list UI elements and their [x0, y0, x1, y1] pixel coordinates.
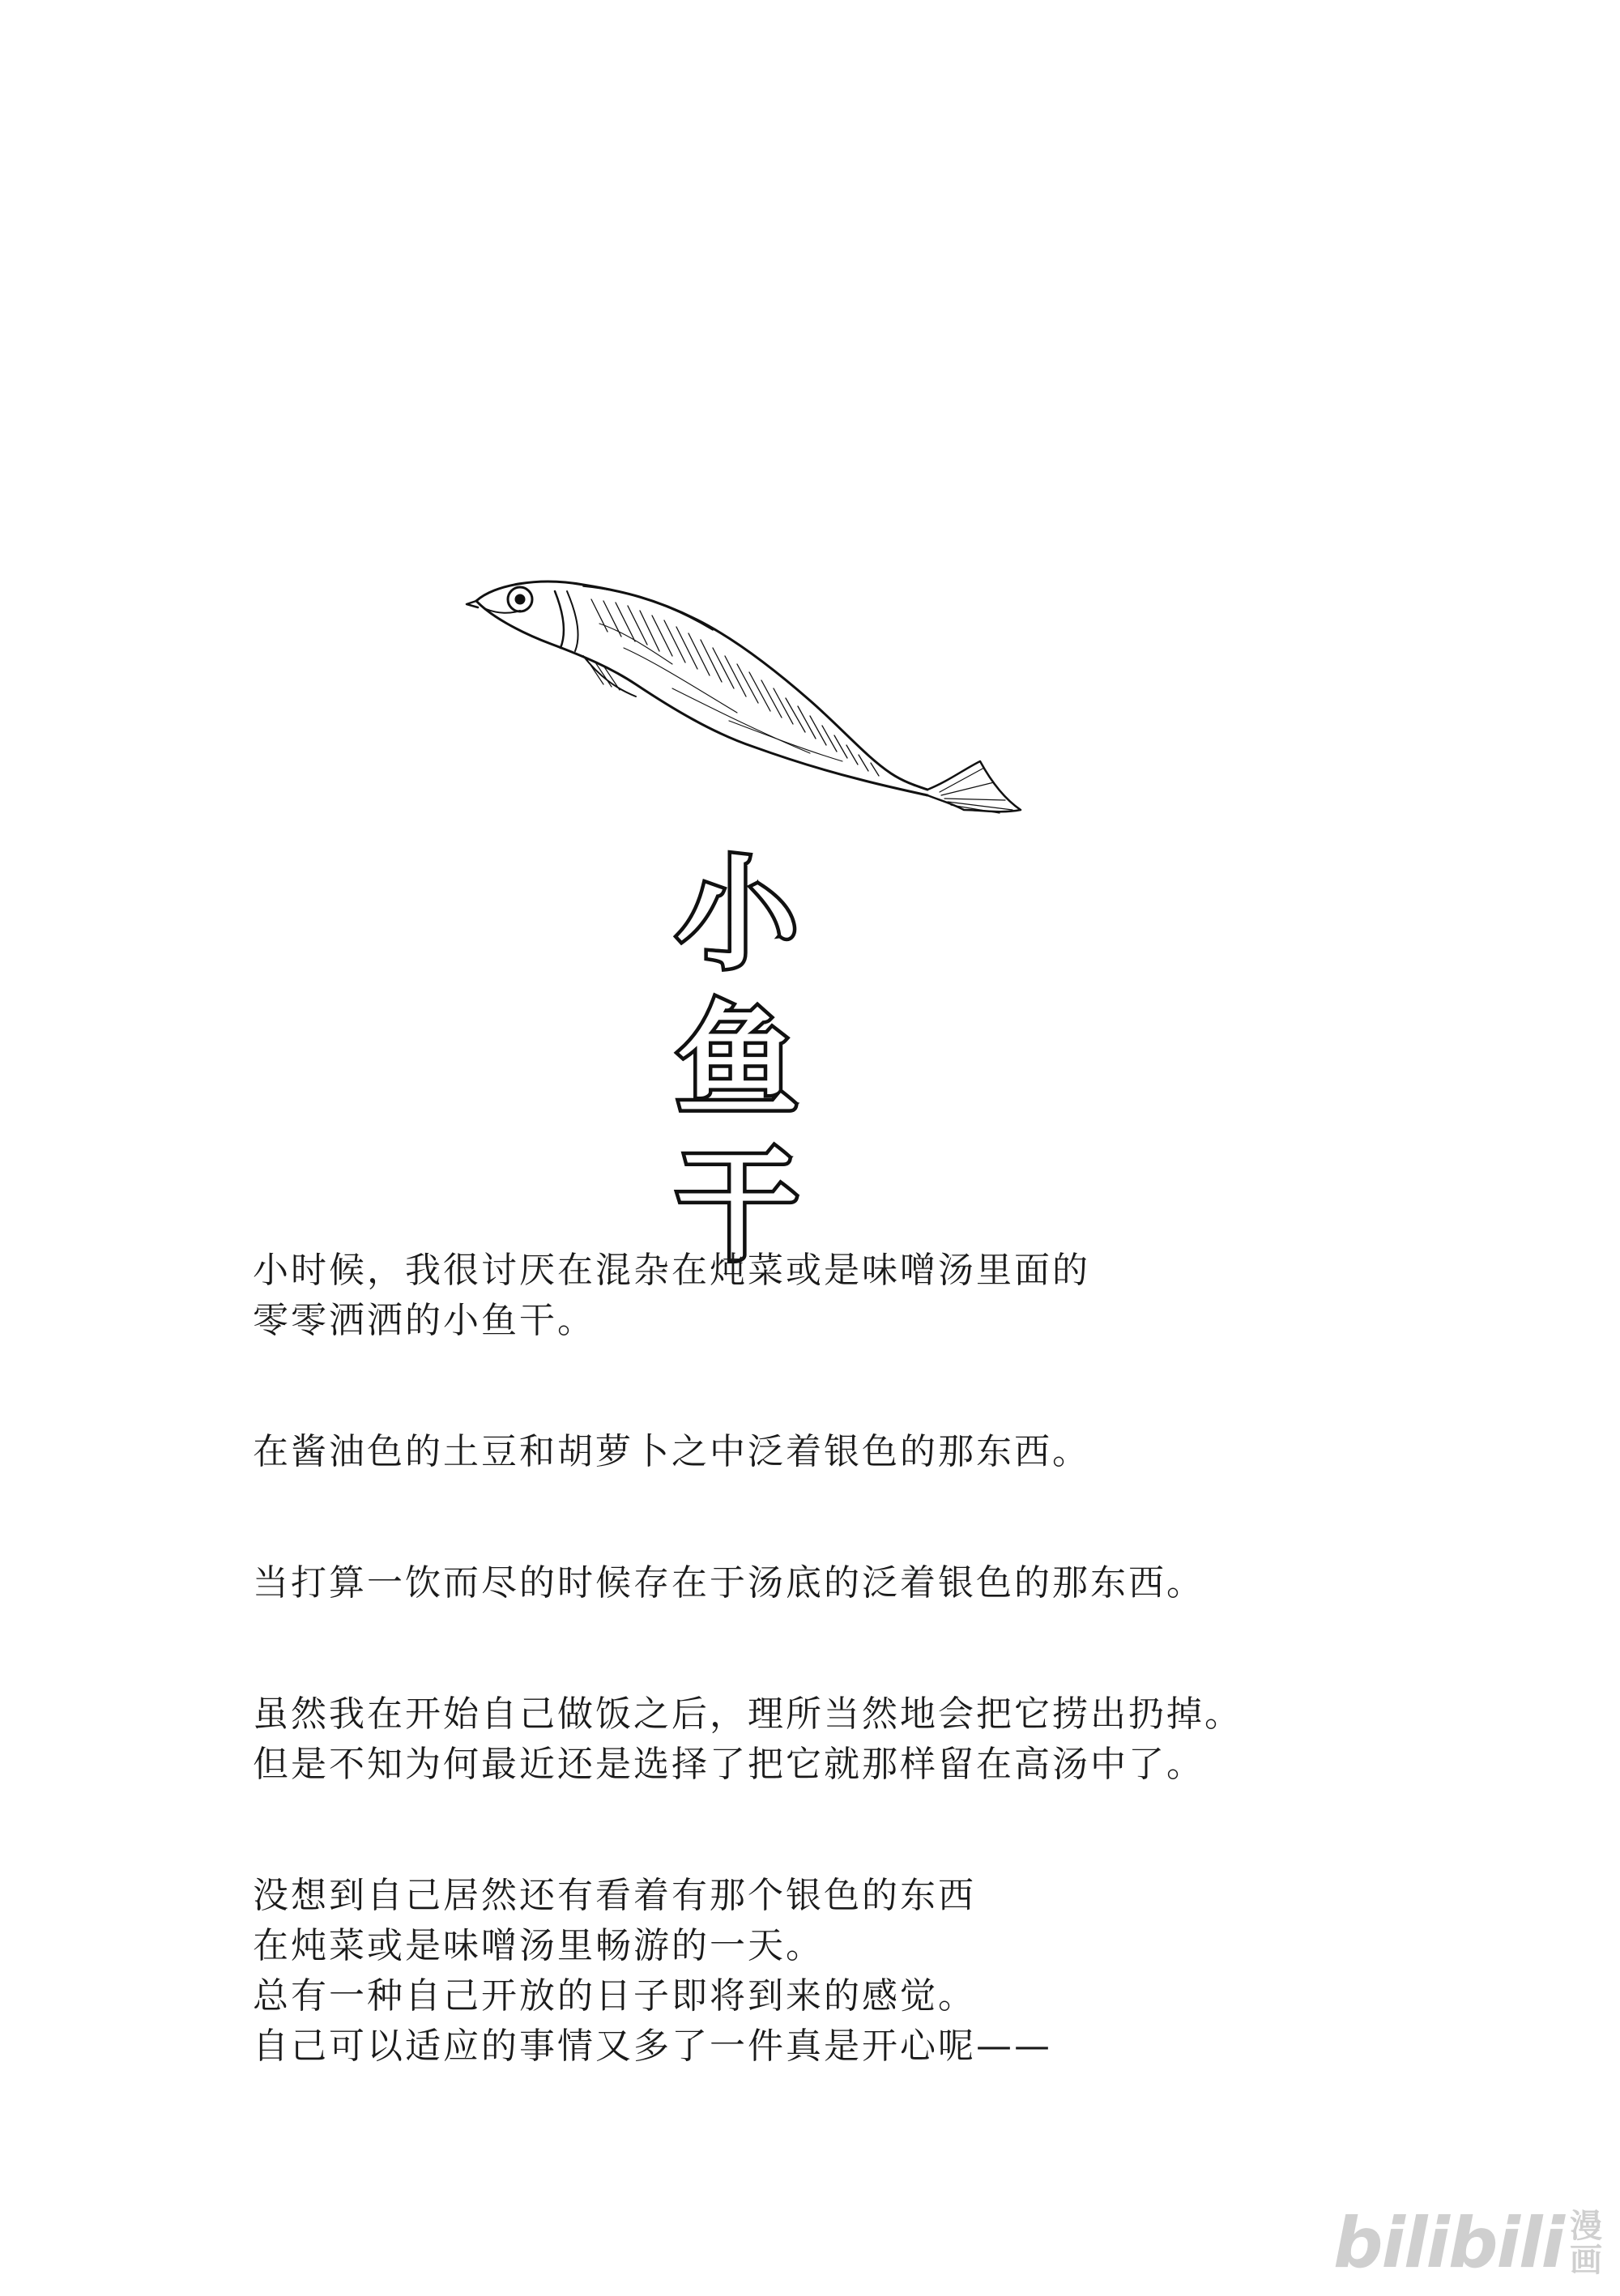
body-text [253, 1246, 1387, 2072]
paragraph-4 [253, 1689, 1387, 1790]
paragraph-5 [253, 1871, 1387, 2072]
paragraph-1 [253, 1246, 1387, 1346]
text-line: 在炖菜或是味噌汤里畅游的一天。 [253, 1925, 824, 1966]
bilibili-logo: bilibili [1333, 2203, 1563, 2284]
title-char: 小 [676, 845, 798, 986]
text-line: 虽然我在开始自己做饭之后，理所当然地会把它捞出扔掉。 [253, 1693, 1243, 1735]
paragraph-3 [253, 1558, 1387, 1608]
manga-tag-char: 漫 [1570, 2208, 1602, 2245]
paragraph-2 [253, 1427, 1387, 1477]
text-line: 在酱油色的土豆和胡萝卜之中泛着银色的那东西。 [253, 1431, 1090, 1472]
text-line: 小时候，我很讨厌在混杂在炖菜或是味噌汤里面的 [253, 1250, 1090, 1291]
text-line: 总有一种自己开放的日子即将到来的感觉。 [253, 1975, 976, 2017]
text-line: 当打算一饮而尽的时候存在于汤底的泛着银色的那东西。 [253, 1562, 1204, 1604]
chapter-title [648, 842, 826, 1280]
manga-tag-char: 画 [1570, 2242, 1602, 2279]
manga-tag [1570, 2209, 1602, 2277]
dried-fish-illustration [462, 567, 1029, 858]
text-line: 零零洒洒的小鱼干。 [253, 1300, 595, 1341]
title-char: 干 [676, 1136, 798, 1277]
text-line: 没想到自己居然还有看着有那个银色的东西 [253, 1875, 976, 1916]
text-line: 但是不知为何最近还是选择了把它就那样留在高汤中了。 [253, 1744, 1204, 1785]
title-char: 鱼 [676, 990, 798, 1131]
bilibili-manga-watermark [1333, 2203, 1602, 2284]
text-line: 自己可以适应的事情又多了一件真是开心呢—— [253, 2026, 1052, 2067]
